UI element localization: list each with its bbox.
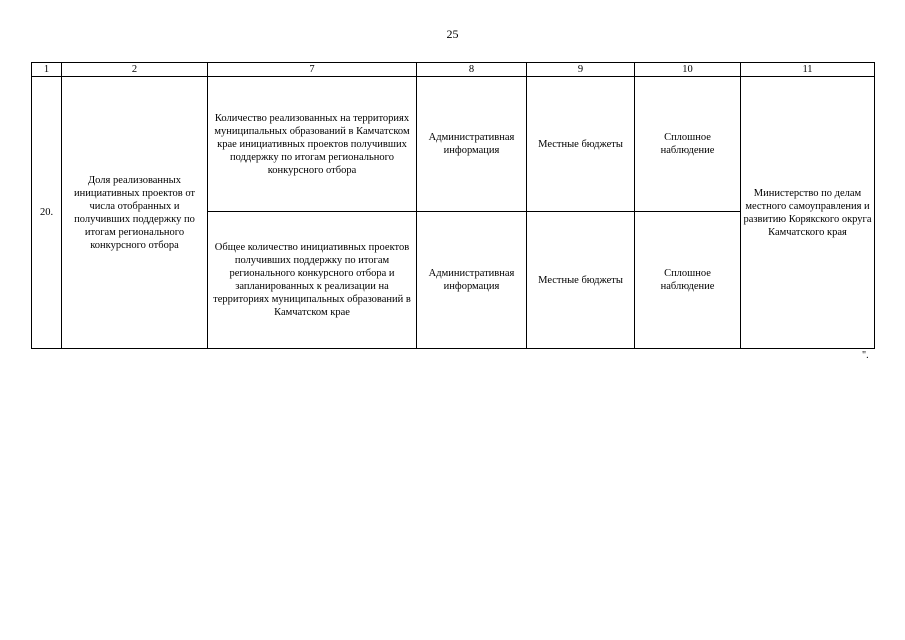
indicator-name: Доля реализованных инициативных проектов от числа отобранных и получивших поддержку по итогам регионального конкурсного отбора bbox=[62, 77, 208, 349]
data-source: Административная информация bbox=[417, 77, 527, 212]
column-header: 1 bbox=[32, 63, 62, 77]
column-header: 2 bbox=[62, 63, 208, 77]
sub-indicator-description: Общее количество инициативных проектов получивших поддержку по итогам регионального конкурсного отбора и запланированных к реализации на территориях муниципальных образований в Камчатском крае bbox=[208, 212, 417, 349]
column-header: 7 bbox=[208, 63, 417, 77]
responsible-authority: Министерство по делам местного самоуправления и развитию Корякского округа Камчатского края bbox=[741, 77, 875, 349]
page-number: 25 bbox=[446, 27, 459, 41]
budget-level: Местные бюджеты bbox=[527, 77, 635, 212]
sub-indicator-description: Количество реализованных на территориях муниципальных образований в Камчатском крае инициативных проектов получивших поддержку по итогам регионального конкурсного отбора bbox=[208, 77, 417, 212]
indicator-table bbox=[31, 62, 875, 349]
row-number: 20. bbox=[32, 77, 62, 349]
table-header-row bbox=[32, 63, 875, 77]
closing-quote-mark: ". bbox=[862, 350, 869, 361]
column-header: 11 bbox=[741, 63, 875, 77]
observation-method: Сплошное наблюдение bbox=[635, 77, 741, 212]
column-header: 8 bbox=[417, 63, 527, 77]
budget-level: Местные бюджеты bbox=[527, 212, 635, 349]
column-header: 10 bbox=[635, 63, 741, 77]
table-row bbox=[32, 77, 875, 212]
column-header: 9 bbox=[527, 63, 635, 77]
data-source: Административная информация bbox=[417, 212, 527, 349]
observation-method: Сплошное наблюдение bbox=[635, 212, 741, 349]
